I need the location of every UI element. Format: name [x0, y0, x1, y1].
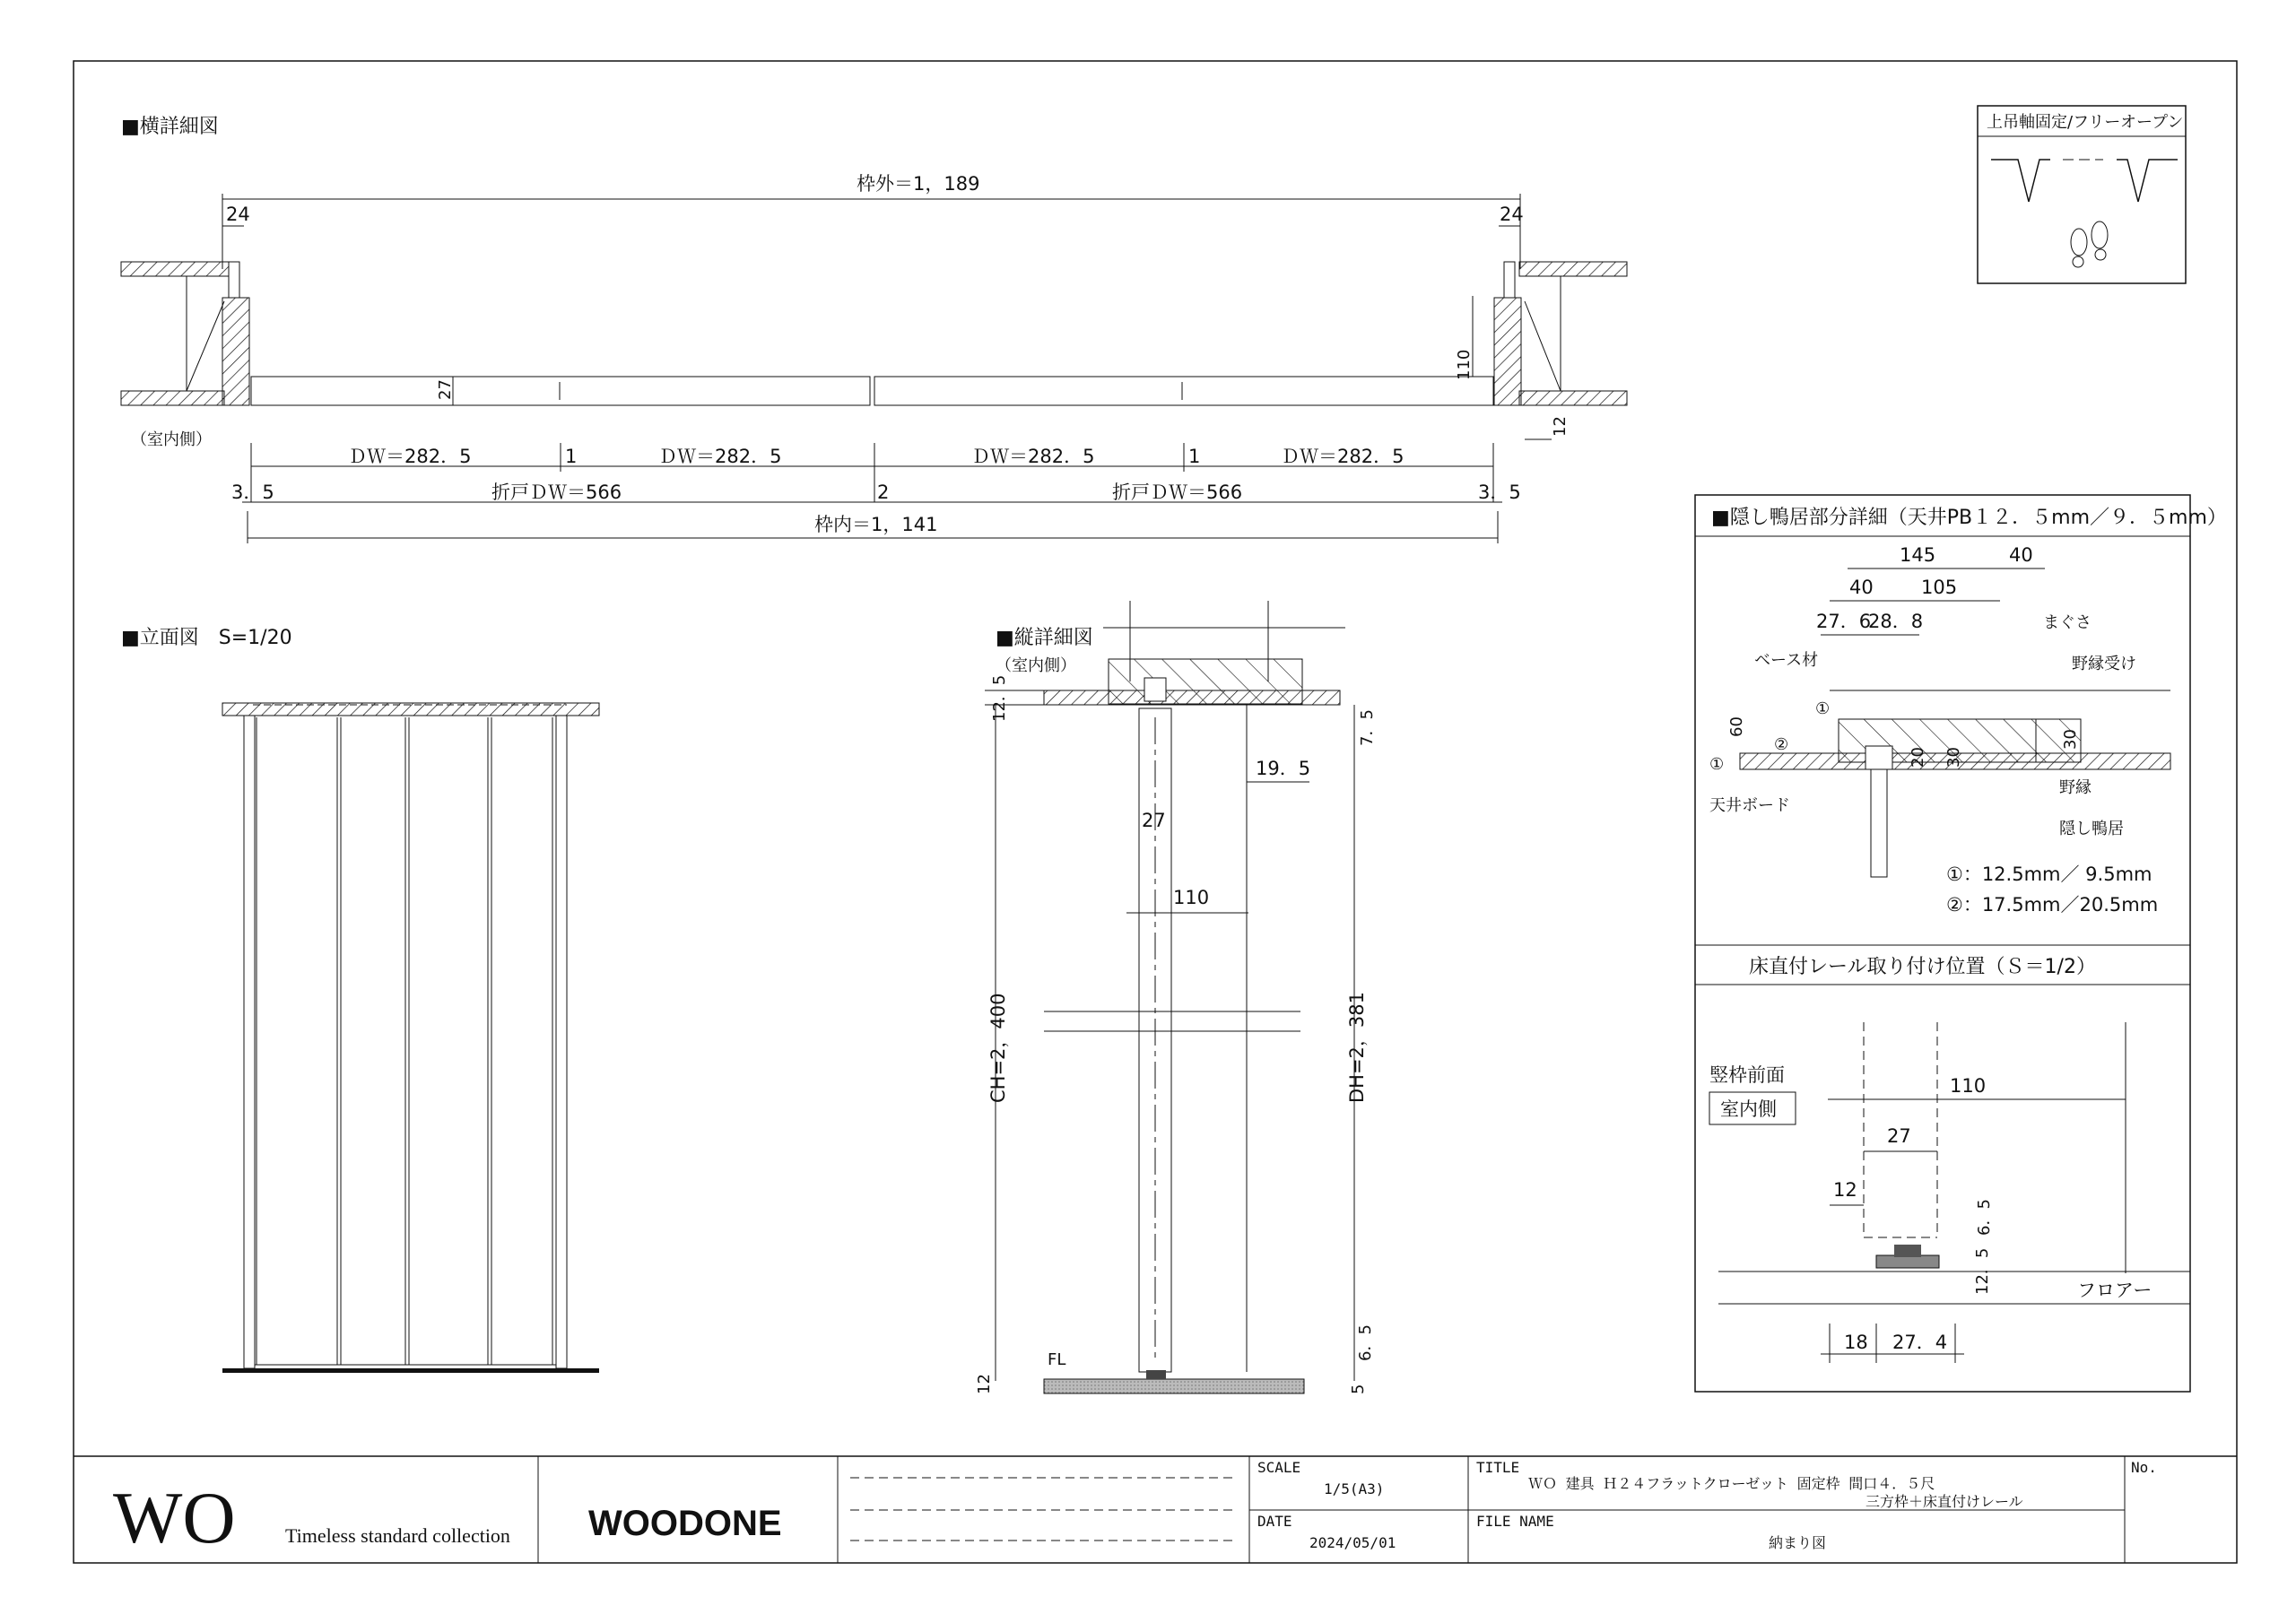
kamoi-c1b: ①: [1709, 755, 1725, 774]
vertical-detail: [975, 601, 1377, 1394]
rail-d18: 18: [1844, 1332, 1868, 1353]
dim-12-v: 12: [975, 1374, 994, 1394]
title-line2: 三方枠＋床直付けレール: [1866, 1493, 2023, 1510]
scale-value: 1/5(A3): [1324, 1480, 1385, 1497]
date-label: DATE: [1257, 1513, 1292, 1530]
rail-d110: 110: [1950, 1075, 1987, 1097]
kamoi-base: ベース材: [1754, 651, 1819, 670]
kamoi-d105: 105: [1921, 577, 1958, 598]
frame-outer-dim: 枠外＝1，189: [857, 173, 980, 195]
frame-inner-dim: 枠内＝1，141: [814, 514, 938, 535]
kamoi-magusa: まぐさ: [2043, 613, 2092, 632]
kamoi-d40b: 40: [2009, 544, 2033, 566]
hidden-kamoi-detail: [1695, 495, 2227, 1392]
kamoi-d28-8: 28．8: [1868, 611, 1924, 632]
kamoi-ceiling-board: 天井ボード: [1709, 796, 1790, 815]
fl-label: FL: [1048, 1350, 1066, 1369]
legend-title: 上吊軸固定/フリーオープン: [1987, 113, 2184, 132]
kamoi-note1: ①：12.5mm／ 9.5mm: [1946, 864, 2152, 885]
fold-dw-left: 折戸ＤＷ＝566: [491, 482, 622, 503]
dh-dim: DH=2，381: [1346, 991, 1368, 1103]
horizontal-detail: [121, 116, 1627, 543]
gap-center: 2: [877, 482, 890, 503]
kamoi-d60: 60: [1727, 716, 1746, 737]
rail-d12-5: 12．5: [1973, 1247, 1992, 1295]
date-value: 2024/05/01: [1309, 1534, 1396, 1551]
dim-110-frame: 110: [1455, 349, 1474, 380]
dim-6-5-v: 6．5: [1356, 1324, 1375, 1361]
dw-3: ＤＷ＝282．5: [971, 446, 1095, 467]
kamoi-section-title: ■隠し鴨居部分詳細（天井PB１２．５mm／９．５mm）: [1711, 507, 2227, 529]
dim-12-5-v: 12．5: [990, 674, 1009, 722]
horizontal-section-title: ■横詳細図: [121, 116, 219, 138]
title-line1: ＷＯ 建具 Ｈ２４フラットクローゼット 固定枠 間口４．５尺: [1528, 1475, 1935, 1492]
elevation: [121, 627, 599, 1373]
kamoi-nobuchi: 野縁: [2059, 778, 2092, 797]
file-name: 納まり図: [1769, 1534, 1827, 1551]
dw-4: ＤＷ＝282．5: [1281, 446, 1405, 467]
dim-27-v: 27: [1142, 810, 1166, 831]
dim-24-left: 24: [226, 204, 250, 225]
brand-tagline: Timeless standard collection: [285, 1524, 510, 1547]
scale-label: SCALE: [1257, 1459, 1301, 1476]
rail-room-side: 室内側: [1720, 1098, 1777, 1120]
kamoi-c1: ①: [1815, 699, 1831, 718]
kamoi-hidden: 隠し鴨居: [2059, 820, 2124, 838]
rail-front: 竪枠前面: [1709, 1064, 1785, 1086]
kamoi-d20: 20: [1909, 747, 1927, 768]
file-label: FILE NAME: [1476, 1513, 1554, 1530]
dim-5-v: 5: [1349, 1384, 1368, 1394]
room-side-label-v: （室内側）: [996, 656, 1076, 675]
fold-dw-right: 折戸ＤＷ＝566: [1112, 482, 1243, 503]
rail-d12: 12: [1833, 1179, 1857, 1201]
legend-box: [1978, 106, 2186, 283]
kamoi-d30a: 30: [2061, 729, 2080, 750]
ch-dim: CH=2，400: [987, 993, 1009, 1103]
gap-2: 1: [1188, 446, 1201, 467]
dim-110-v: 110: [1173, 887, 1210, 908]
dim-7-5: 7．5: [1358, 709, 1377, 746]
rail-floor: フロアー: [2077, 1280, 2152, 1301]
rail-d6-5: 6．5: [1975, 1199, 1994, 1236]
kamoi-note2: ②：17.5mm／20.5mm: [1946, 894, 2159, 916]
vertical-section-title: ■縦詳細図: [996, 627, 1093, 649]
rail-section-title: 床直付レール取り付け位置（Ｓ＝1/2）: [1749, 956, 2096, 978]
woodone-logo: WOODONE: [588, 1504, 782, 1543]
rail-d27: 27: [1887, 1125, 1911, 1147]
kamoi-d40a: 40: [1849, 577, 1874, 598]
dim-24-right: 24: [1500, 204, 1524, 225]
dim-12-right: 12: [1551, 416, 1570, 437]
kamoi-d27-6: 27．6: [1816, 611, 1872, 632]
clear-right: 3．5: [1478, 482, 1521, 503]
title-block: [74, 1456, 2237, 1563]
room-side-label-h: （室内側）: [131, 430, 212, 449]
rail-d27-4: 27．4: [1892, 1332, 1948, 1353]
dim-19-5: 19．5: [1256, 758, 1311, 779]
dw-2: ＤＷ＝282．5: [658, 446, 782, 467]
kamoi-c2: ②: [1774, 735, 1789, 754]
dw-1: ＤＷ＝282．5: [348, 446, 472, 467]
gap-1: 1: [565, 446, 578, 467]
brand-wo: WO: [113, 1477, 236, 1558]
kamoi-nobuchi-uke: 野縁受け: [2072, 655, 2136, 673]
kamoi-d30b: 30: [1944, 747, 1963, 768]
kamoi-d145: 145: [1900, 544, 1936, 566]
elevation-section-title: ■立面図 S=1/20: [121, 627, 292, 649]
no-label: No.: [2131, 1459, 2157, 1476]
clear-left: 3．5: [231, 482, 274, 503]
dim-27-panel: 27: [436, 379, 455, 400]
title-label: TITLE: [1476, 1459, 1520, 1476]
